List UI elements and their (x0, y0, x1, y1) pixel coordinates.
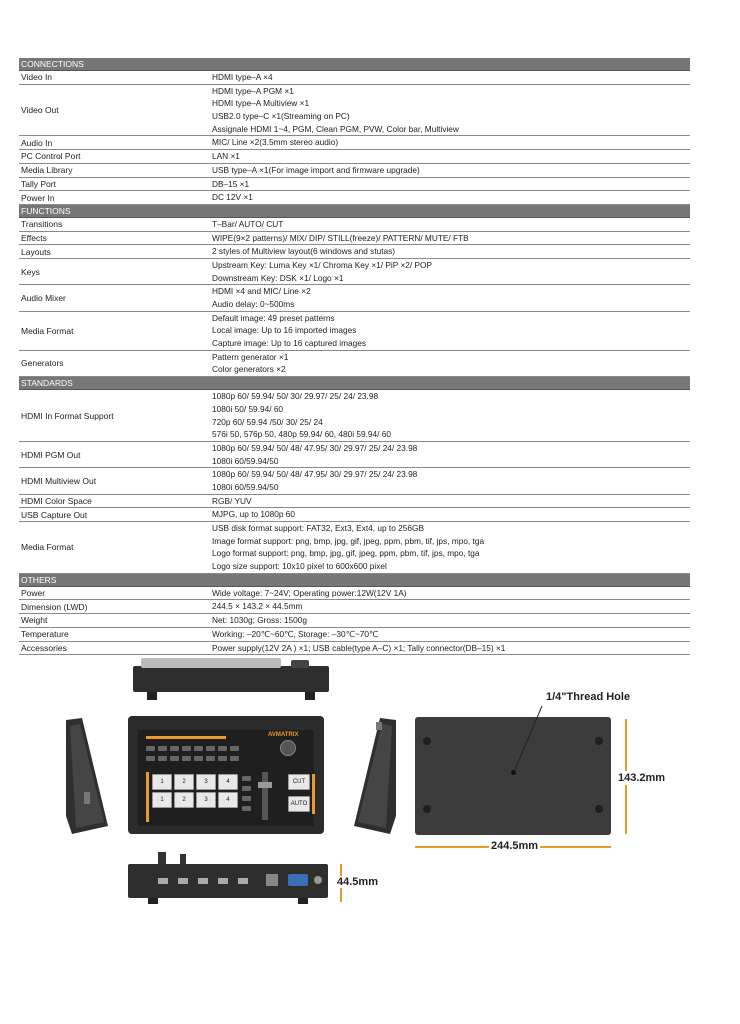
spec-label: USB Capture Out (21, 509, 88, 520)
spec-label: HDMI In Format Support (21, 410, 114, 421)
spec-values (211, 245, 690, 258)
spec-values (211, 390, 690, 441)
spec-row (19, 85, 690, 137)
device-left-side-view (62, 716, 112, 836)
brand-logo: AVMATRIX (268, 732, 299, 738)
spec-value: HDMI type–A ×4 (212, 72, 273, 82)
spec-row (19, 600, 690, 614)
spec-value: USB disk format support: FAT32, Ext3, Ext4, up to 256GB (212, 523, 424, 533)
spec-values (211, 351, 690, 376)
spec-values (211, 312, 690, 350)
spec-row (19, 495, 690, 509)
spec-row (19, 614, 690, 628)
spec-values (211, 164, 690, 177)
spec-value: RGB/ YUV (212, 495, 252, 506)
spec-values (211, 191, 690, 204)
spec-label: Layouts (21, 246, 51, 257)
knob[interactable] (280, 740, 296, 756)
spec-row (19, 642, 690, 656)
spec-value: HDMI ×4 and MIC/ Line ×2 (212, 286, 311, 297)
spec-row (19, 164, 690, 178)
spec-values (211, 85, 690, 136)
spec-values (211, 259, 690, 284)
spec-row (19, 259, 690, 285)
spec-value: HDMI type–A PGM ×1 (212, 85, 294, 96)
spec-label: Generators (21, 358, 64, 369)
spec-value: 1080i 50/ 59.94/ 60 (212, 403, 284, 414)
spec-label: Power In (21, 192, 55, 203)
pvw-button-2[interactable]: 2 (174, 774, 194, 790)
spec-row (19, 218, 690, 232)
spec-value: 244.5 × 143.2 × 44.5mm (212, 601, 303, 612)
spec-value: Local image: Up to 16 imported images (212, 325, 357, 336)
spec-value: 720p 60/ 59.94 /50/ 30/ 25/ 24 (212, 416, 323, 427)
spec-values (211, 218, 690, 231)
spec-value: 1080i 60/59.94/50 (212, 481, 279, 492)
spec-value: LAN ×1 (212, 151, 240, 162)
section-header: CONNECTIONS (19, 58, 690, 71)
spec-label: HDMI Multiview Out (21, 475, 97, 486)
device-rear-view (128, 852, 328, 904)
spec-value: MIC/ Line ×2(3.5mm stereo audio) (212, 137, 339, 148)
section-header: FUNCTIONS (19, 205, 690, 218)
spec-row (19, 285, 690, 311)
spec-row (19, 178, 690, 192)
device-top-view (133, 656, 329, 702)
spec-value: 1080p 60/ 59.94/ 50/ 30/ 29.97/ 25/ 24/ 23.98 (212, 391, 379, 402)
spec-values (211, 642, 690, 655)
spec-value: Power supply(12V 2A ) ×1; USB cable(type A–C) ×1; Tally connector(DB–15) ×1 (212, 642, 506, 653)
spec-value: 1080p 60/ 59.94/ 50/ 48/ 47.95/ 30/ 29.97/ 25/ 24/ 23.98 (212, 442, 418, 453)
cut-button[interactable]: CUT (288, 774, 310, 790)
spec-label: HDMI Color Space (21, 495, 92, 506)
spec-row (19, 191, 690, 205)
spec-row (19, 351, 690, 377)
spec-row (19, 71, 690, 85)
spec-value: WIPE(9×2 patterns)/ MIX/ DIP/ STILL(freeze)/ PATTERN/ MUTE/ FTB (212, 232, 469, 243)
spec-values (211, 508, 690, 521)
spec-table (19, 58, 690, 655)
spec-label: Video In (21, 72, 53, 83)
spec-value: Pattern generator ×1 (212, 351, 289, 362)
spec-row (19, 508, 690, 522)
thread-hole-label: 1/4"Thread Hole (546, 691, 631, 703)
pgm-button-3[interactable]: 3 (196, 792, 216, 808)
spec-values (211, 600, 690, 613)
section-header: OTHERS (19, 574, 690, 587)
spec-label: Audio In (21, 137, 53, 148)
spec-label: Dimension (LWD) (21, 601, 88, 612)
pgm-button-1[interactable]: 1 (152, 792, 172, 808)
width-dimension-label: 244.5mm (491, 840, 539, 852)
device-right-side-view (350, 716, 400, 836)
pvw-button-3[interactable]: 3 (196, 774, 216, 790)
spec-value: 1080p 60/ 59.94/ 50/ 48/ 47.95/ 30/ 29.97/ 25/ 24/ 23.98 (212, 469, 418, 480)
spec-value: 1080i 60/59.94/50 (212, 455, 279, 466)
spec-value: Logo format support: png, bmp, jpg, gif, jpeg, ppm, pbm, tif, jps, mpo, tga (212, 548, 480, 559)
spec-value: Image format support: png, bmp, jpg, gif, jpeg, ppm, pbm, tif, jps, mpo, tga (212, 535, 485, 546)
spec-label: Transitions (21, 219, 63, 230)
spec-values (211, 285, 690, 310)
spec-values (211, 614, 690, 627)
spec-value: 576i 50, 576p 50, 480p 59.94/ 60, 480i 59.94/ 60 (212, 429, 391, 440)
spec-row (19, 136, 690, 150)
section-header: STANDARDS (19, 377, 690, 390)
spec-value: Upstream Key: Luma Key ×1/ Chroma Key ×1/ PiP ×2/ POP (212, 259, 433, 270)
spec-value: Audio delay: 0~500ms (212, 299, 295, 309)
spec-label: Power (21, 588, 46, 599)
spec-label: Audio Mixer (21, 293, 66, 303)
device-front-view (128, 716, 324, 834)
spec-label: Temperature (21, 629, 69, 640)
spec-values (211, 71, 690, 84)
spec-label: Video Out (21, 105, 59, 116)
pvw-button-1[interactable]: 1 (152, 774, 172, 790)
spec-row (19, 587, 690, 601)
spec-label: PC Control Port (21, 151, 81, 162)
auto-button[interactable]: AUTO (288, 796, 310, 812)
spec-row (19, 628, 690, 642)
spec-row (19, 468, 690, 494)
spec-value: Working: –20℃~60℃, Storage: –30℃~70℃ (212, 628, 379, 639)
spec-row (19, 232, 690, 246)
spec-values (211, 232, 690, 245)
spec-label: Weight (21, 615, 48, 626)
height-dimension-label: 143.2mm (618, 772, 666, 784)
spec-values (211, 150, 690, 163)
spec-label: Tally Port (21, 178, 56, 189)
spec-value: Wide voltage: 7~24V; Operating power:12W(12V 1A) (212, 587, 407, 598)
spec-value: Downstream Key: DSK ×1/ Logo ×1 (212, 272, 344, 283)
spec-values (211, 136, 690, 149)
spec-row (19, 245, 690, 259)
spec-value: 2 styles of Multiview layout(6 windows and stutas) (212, 246, 396, 257)
spec-value: T–Bar/ AUTO/ CUT (212, 218, 284, 229)
spec-value: Logo size support: 10x10 pixel to 600x600 pixel (212, 561, 387, 572)
spec-row (19, 390, 690, 442)
spec-label: Media Format (21, 542, 74, 553)
spec-value: Default image: 49 preset patterns (212, 312, 335, 323)
spec-value: Net: 1030g; Gross: 1500g (212, 615, 308, 626)
thread-hole-leader (500, 700, 560, 780)
pgm-button-4[interactable]: 4 (218, 792, 238, 808)
spec-label: Media Library (21, 165, 73, 176)
spec-values (211, 587, 690, 600)
spec-value: Capture image: Up to 16 captured images (212, 338, 367, 349)
spec-values (211, 442, 690, 467)
spec-label: Effects (21, 232, 47, 243)
spec-value: USB type–A ×1(For image import and firmware upgrade) (212, 164, 420, 175)
spec-row (19, 312, 690, 351)
depth-dimension-label: 44.5mm (337, 876, 378, 888)
spec-value: Color generators ×2 (212, 364, 286, 375)
spec-values (211, 468, 690, 493)
spec-label: Media Format (21, 325, 74, 336)
spec-value: HDMI type–A Multiview ×1 (212, 98, 310, 109)
spec-label: Keys (21, 266, 40, 277)
spec-row (19, 522, 690, 574)
spec-value: USB2.0 type–C ×1(Streaming on PC) (212, 111, 350, 122)
pgm-button-2[interactable]: 2 (174, 792, 194, 808)
spec-values (211, 495, 690, 508)
spec-value: DB–15 ×1 (212, 178, 250, 189)
spec-value: DC 12V ×1 (212, 192, 253, 203)
spec-value: MJPG, up to 1080p 60 (212, 509, 296, 520)
spec-label: HDMI PGM Out (21, 449, 81, 460)
spec-row (19, 442, 690, 468)
pvw-button-4[interactable]: 4 (218, 774, 238, 790)
spec-row (19, 150, 690, 164)
spec-values (211, 628, 690, 641)
spec-value: Assignale HDMI 1~4, PGM, Clean PGM, PVW, Color bar, Multiview (212, 123, 459, 134)
spec-values (211, 522, 690, 573)
spec-values (211, 178, 690, 191)
spec-label: Accessories (21, 642, 67, 653)
